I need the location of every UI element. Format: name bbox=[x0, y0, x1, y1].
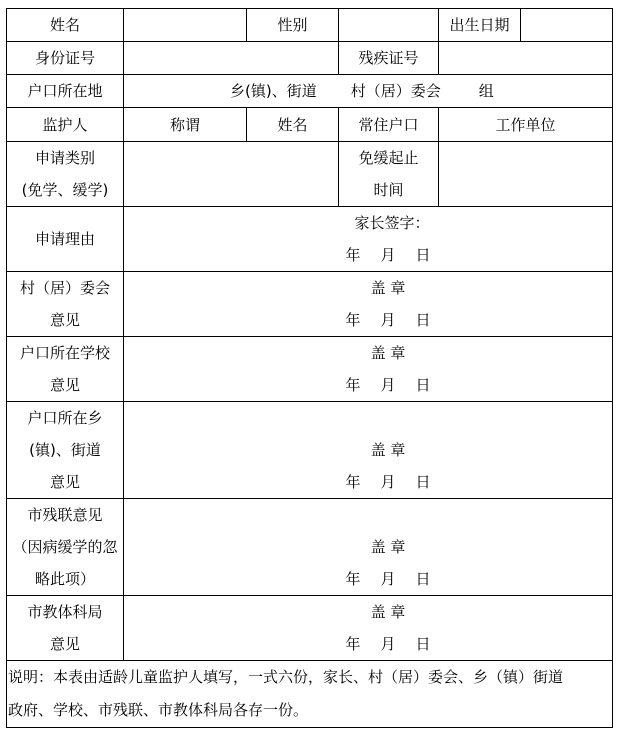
row-id bbox=[7, 42, 613, 75]
date-day: 日 bbox=[415, 635, 431, 653]
federation-opinion-line2: （因病缓学的忽 bbox=[12, 538, 118, 556]
date-year: 年 bbox=[345, 376, 361, 394]
federation-stamp: 盖 章 bbox=[370, 538, 406, 556]
application-type-field[interactable] bbox=[124, 142, 339, 207]
row-guardian bbox=[7, 108, 613, 142]
date-month: 月 bbox=[380, 311, 396, 329]
date-month: 月 bbox=[380, 570, 396, 588]
town-date bbox=[124, 466, 612, 498]
date-year: 年 bbox=[345, 635, 361, 653]
edu-opinion-line2: 意见 bbox=[49, 635, 80, 653]
village-opinion-line1: 村（居）委会 bbox=[19, 279, 110, 297]
period-label bbox=[339, 142, 439, 207]
reason-date bbox=[124, 239, 612, 271]
row-village-opinion bbox=[7, 272, 613, 337]
period-line1: 免缓起止 bbox=[358, 149, 419, 167]
school-opinion-line2: 意见 bbox=[49, 376, 80, 394]
date-day: 日 bbox=[415, 311, 431, 329]
birth-date-field[interactable] bbox=[521, 9, 613, 42]
school-opinion-line1: 户口所在学校 bbox=[19, 344, 110, 362]
row-basic-info bbox=[7, 9, 613, 42]
date-month: 月 bbox=[380, 635, 396, 653]
town-opinion-line3: 意见 bbox=[49, 473, 80, 491]
federation-opinion-line3: 略此项） bbox=[34, 570, 95, 588]
household-label: 户口所在地 bbox=[7, 75, 124, 108]
row-school-opinion bbox=[7, 337, 613, 402]
disability-number-field[interactable] bbox=[439, 42, 613, 75]
id-number-label: 身份证号 bbox=[7, 42, 124, 75]
row-note bbox=[7, 661, 613, 728]
town-opinion-field[interactable] bbox=[124, 402, 613, 499]
date-month: 月 bbox=[380, 376, 396, 394]
town-stamp: 盖 章 bbox=[370, 441, 406, 459]
date-year: 年 bbox=[345, 311, 361, 329]
id-number-field[interactable] bbox=[124, 42, 339, 75]
form-table bbox=[6, 8, 613, 728]
town-opinion-label bbox=[7, 402, 124, 499]
reason-field[interactable] bbox=[124, 207, 613, 272]
gender-field[interactable] bbox=[339, 9, 439, 42]
household-field[interactable] bbox=[124, 75, 613, 108]
edu-opinion-label bbox=[7, 596, 124, 661]
school-opinion-field[interactable] bbox=[124, 337, 613, 402]
application-type-line1: 申请类别 bbox=[34, 149, 95, 167]
date-year: 年 bbox=[345, 570, 361, 588]
application-type-label bbox=[7, 142, 124, 207]
name-field[interactable] bbox=[124, 9, 247, 42]
federation-opinion-line1: 市残联意见 bbox=[27, 506, 103, 524]
row-town-opinion bbox=[7, 402, 613, 499]
date-month: 月 bbox=[380, 473, 396, 491]
federation-opinion-field[interactable] bbox=[124, 499, 613, 596]
village-date bbox=[124, 304, 612, 336]
row-reason bbox=[7, 207, 613, 272]
village-opinion-line2: 意见 bbox=[49, 311, 80, 329]
row-application-type bbox=[7, 142, 613, 207]
federation-date bbox=[124, 563, 612, 595]
edu-stamp: 盖 章 bbox=[370, 603, 406, 621]
federation-opinion-label bbox=[7, 499, 124, 596]
village-opinion-label bbox=[7, 272, 124, 337]
form-note bbox=[7, 661, 613, 728]
period-line2: 时间 bbox=[373, 181, 404, 199]
date-day: 日 bbox=[415, 570, 431, 588]
guardian-workplace-header: 工作单位 bbox=[439, 108, 613, 142]
row-household bbox=[7, 75, 613, 108]
period-field[interactable] bbox=[439, 142, 613, 207]
school-stamp: 盖 章 bbox=[370, 344, 406, 362]
household-group-text: 组 bbox=[478, 82, 494, 100]
village-stamp: 盖 章 bbox=[370, 279, 406, 297]
date-day: 日 bbox=[415, 376, 431, 394]
reason-label: 申请理由 bbox=[7, 207, 124, 272]
parent-signature-label: 家长签字： bbox=[354, 214, 430, 232]
gender-label: 性别 bbox=[247, 9, 339, 42]
edu-date bbox=[124, 628, 612, 660]
date-day: 日 bbox=[415, 246, 431, 264]
guardian-residence-header: 常住户口 bbox=[339, 108, 439, 142]
date-year: 年 bbox=[345, 473, 361, 491]
edu-opinion-line1: 市教体科局 bbox=[27, 603, 103, 621]
town-spacer bbox=[124, 402, 612, 434]
note-line2: 政府、学校、市残联、市教体科局各存一份。 bbox=[8, 701, 309, 719]
town-opinion-line1: 户口所在乡 bbox=[27, 409, 103, 427]
federation-spacer bbox=[124, 499, 612, 531]
note-line1: 说明：本表由适龄儿童监护人填写，一式六份，家长、村（居）委会、乡（镇）街道 bbox=[8, 668, 564, 686]
name-label: 姓名 bbox=[7, 9, 124, 42]
school-date bbox=[124, 369, 612, 401]
row-edu-opinion bbox=[7, 596, 613, 661]
date-year: 年 bbox=[345, 246, 361, 264]
row-federation-opinion bbox=[7, 499, 613, 596]
date-month: 月 bbox=[380, 246, 396, 264]
household-street-text: 乡(镇)、街道 bbox=[230, 82, 317, 100]
guardian-relation-header: 称谓 bbox=[124, 108, 247, 142]
birth-date-label: 出生日期 bbox=[439, 9, 521, 42]
guardian-name-header: 姓名 bbox=[247, 108, 339, 142]
school-opinion-label bbox=[7, 337, 124, 402]
town-opinion-line2: (镇)、街道 bbox=[29, 441, 101, 459]
village-opinion-field[interactable] bbox=[124, 272, 613, 337]
application-form bbox=[6, 8, 612, 726]
edu-opinion-field[interactable] bbox=[124, 596, 613, 661]
application-type-line2: (免学、缓学) bbox=[21, 181, 109, 199]
guardian-label: 监护人 bbox=[7, 108, 124, 142]
date-day: 日 bbox=[415, 473, 431, 491]
disability-number-label: 残疾证号 bbox=[339, 42, 439, 75]
household-village-text: 村（居）委会 bbox=[350, 82, 441, 100]
